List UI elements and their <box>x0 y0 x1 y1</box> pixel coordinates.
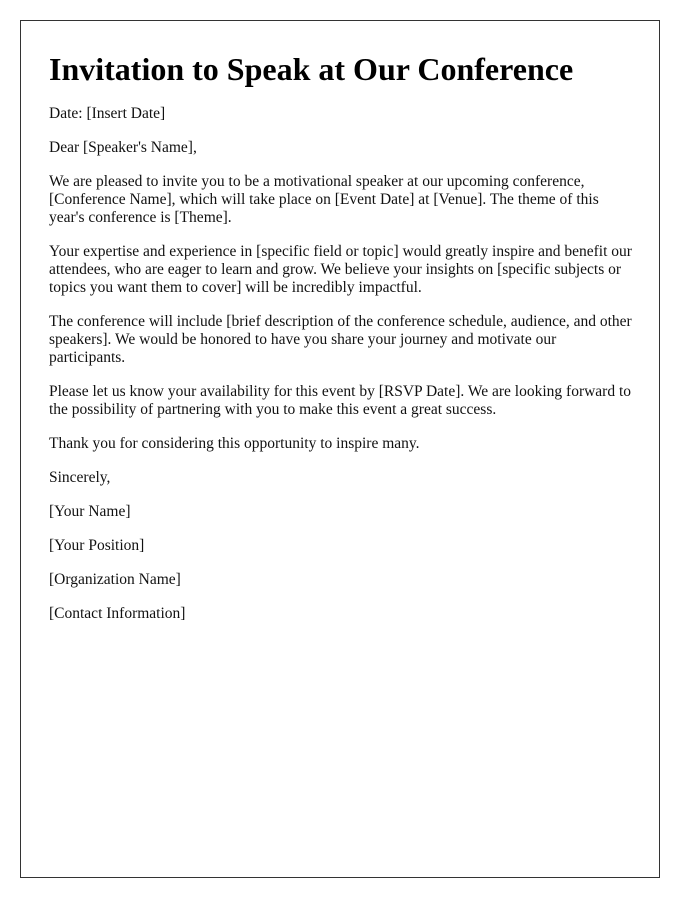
signature-contact: [Contact Information] <box>49 605 186 622</box>
body-paragraph-rsvp: Please let us know your availability for this event by [RSVP Date]. We are looking forward to the possibility of partnering with you to make this event a great success. <box>49 383 632 418</box>
body-paragraph-schedule: The conference will include [brief description of the conference schedule, audience, and other speakers]. We would be honored to have you share your journey and motivate our participants. <box>49 313 632 366</box>
letter-page <box>20 20 660 878</box>
signature-name: [Your Name] <box>49 503 131 520</box>
body-paragraph-invitation: We are pleased to invite you to be a motivational speaker at our upcoming conference, [Conference Name], which will take place on [Event Date] at [Venue]. The theme of this year's conference is [Theme]. <box>49 173 599 226</box>
body-paragraph-thanks: Thank you for considering this opportunity to inspire many. <box>49 435 420 452</box>
salutation: Dear [Speaker's Name], <box>49 139 197 156</box>
body-paragraph-expertise: Your expertise and experience in [specific field or topic] would greatly inspire and benefit our attendees, who are eager to learn and grow. We believe your insights on [specific subjects or topics you want them to cover] will be incredibly impactful. <box>49 243 632 296</box>
closing: Sincerely, <box>49 469 111 486</box>
signature-organization: [Organization Name] <box>49 571 181 588</box>
letter-title: Invitation to Speak at Our Conference <box>49 51 574 87</box>
signature-position: [Your Position] <box>49 537 145 554</box>
letter-content <box>49 51 634 639</box>
date-line: Date: [Insert Date] <box>49 105 166 122</box>
